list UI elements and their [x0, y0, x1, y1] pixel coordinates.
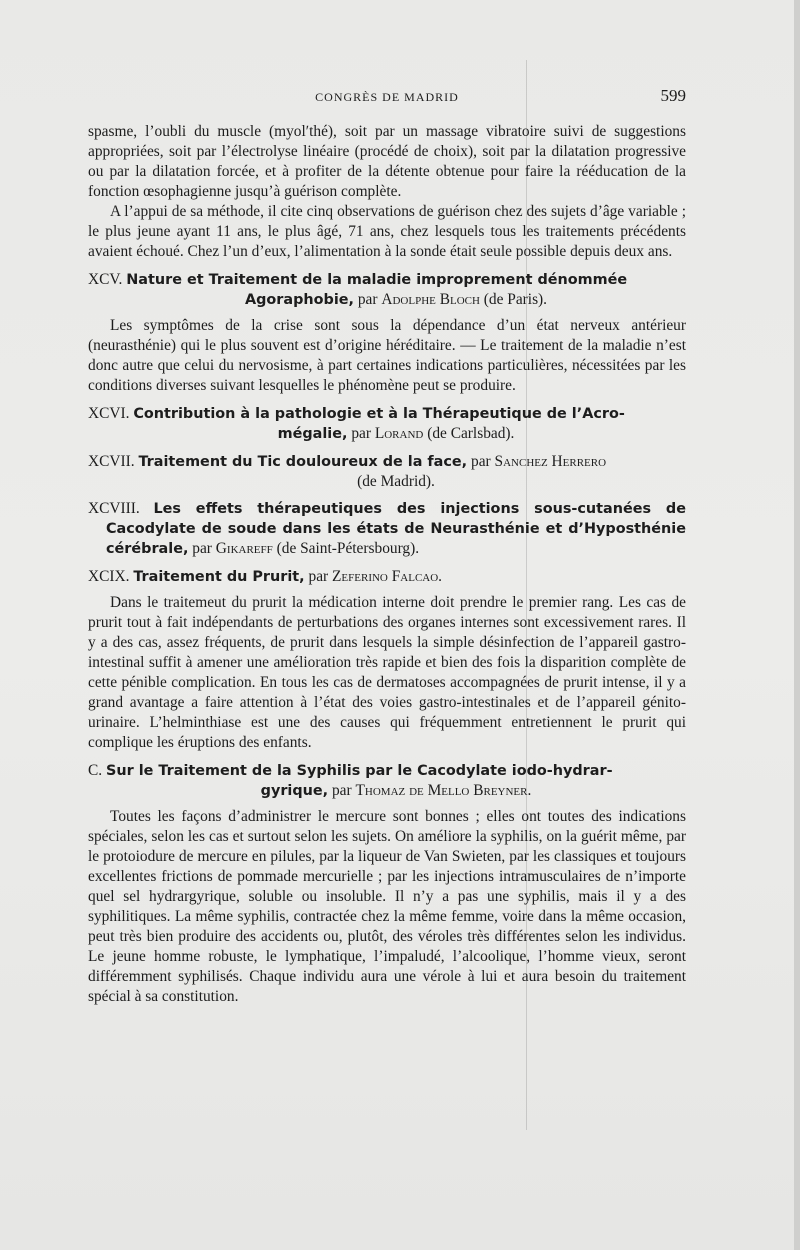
- section-title: Traitement du Tic douloureux de la face,: [138, 454, 468, 470]
- section-title-line-2: [106, 781, 686, 801]
- section-title-line-2: [106, 290, 686, 310]
- by-word: par: [192, 540, 212, 557]
- section-title: Les effets thérapeutiques des injections sous-cutanées de Cacodylate de soude dans les états de Neurasthénie et d’Hyposthénie cérébrale,: [106, 501, 686, 557]
- page-number: 599: [660, 86, 686, 105]
- section-author: Zeferino Falcao.: [332, 568, 443, 585]
- by-word: par: [308, 568, 329, 585]
- section-title: Nature et Traitement de la maladie improprement dénommée: [126, 272, 628, 288]
- paragraph-observations: A l’appui de sa méthode, il cite cinq observations de guérison chez des sujets d’âge variable ; le plus jeune ayant 11 ans, le plus âgé, 71 ans, chez lesquels tous les traitements précédents avaient échoué. Chez l’un d’eux, l’alimentation à la sonde était seule possible depuis deux ans.: [88, 203, 686, 260]
- paragraph-agoraphobie: Les symptômes de la crise sont sous la dépendance d’un état nerveux antérieur (neurasthénie) qui le plus souvent est d’origine héréditaire. — Le traitement de la maladie n’est donc autre que celui du nervosisme, à part certaines indications particulières, nécessitées par les conditions diverses suivant lesquelles le phénomène peut se produire.: [88, 317, 686, 394]
- by-word: par: [351, 425, 371, 442]
- section-c: [88, 761, 686, 801]
- by-word: par: [331, 782, 352, 799]
- section-title: Contribution à la pathologie et à la Thérapeutique de l’Acro-: [133, 406, 625, 422]
- section-author: Sanchez Herrero: [494, 453, 607, 470]
- section-title: Traitement du Prurit,: [133, 569, 305, 585]
- section-number: XCV.: [88, 271, 123, 288]
- section-xcv: [88, 270, 686, 310]
- section-number: XCIX.: [88, 568, 130, 585]
- section-author: Thomaz de Mello Breyner.: [355, 782, 532, 799]
- paragraph-continuation: spasme, l’oubli du muscle (myolʹthé), soit par un massage vibratoire suivi de suggestions appropriées, soit par l’électrolyse linéaire (procédé de choix), soit par la dilatation progressive ou par la dilatation forcée, et à profiter de la détente obtenue pour faire la rééducation de la fonction œsophagienne jusqu’à guérison complète.: [88, 123, 686, 200]
- section-author: Gikareff: [215, 540, 273, 557]
- page-header: [88, 86, 686, 112]
- section-title-line-2: [106, 424, 686, 444]
- section-title-cont: Agoraphobie,: [244, 292, 354, 308]
- section-number: XCVII.: [88, 453, 135, 470]
- section-xcvii: [88, 452, 686, 491]
- section-number: XCVIII.: [88, 500, 140, 517]
- section-title-cont: gyrique,: [260, 783, 329, 799]
- page-body: [88, 122, 686, 1007]
- scan-edge: [794, 0, 800, 1250]
- author-place: (de Madrid).: [357, 473, 435, 490]
- section-author: Adolphe Bloch: [381, 291, 480, 308]
- section-xcviii: [88, 499, 686, 559]
- section-xcix: [88, 567, 686, 587]
- section-title-cont: mégalie,: [277, 426, 348, 442]
- running-head: CONGRÈS DE MADRID: [315, 90, 459, 104]
- author-place: (de Carlsbad).: [427, 425, 515, 442]
- by-word: par: [357, 291, 378, 308]
- section-author: Lorand: [374, 425, 424, 442]
- paragraph-prurit: Dans le traitemeut du prurit la médication interne doit prendre le premier rang. Les cas de prurit tout à fait indépendants de perturbations des organes internes sont excessivement rares. Il y a des cas, assez fréquents, de prurit dans lesquels la simple désinfection de l’appareil gastro-intestinal suffit à amener une amélioration très rapide et bien des fois la disparition complète de cette pénible complication. En tous les cas de dermatoses accompagnées de prurit intense, il y a grand avantage a faire attention à l’état des voies gastro-intestinales et de l’appareil génito-urinaire. L’helminthiase est une des causes qui fréquemment entretiennent le prurit qui complique les éruptions des enfants.: [88, 594, 686, 751]
- section-xcvi: [88, 404, 686, 444]
- author-place: (de Paris).: [483, 291, 548, 308]
- section-number: C.: [88, 762, 103, 779]
- paragraph-syphilis: Toutes les façons d’administrer le mercure sont bonnes ; elles ont toutes des indications spéciales, selon les cas et surtout selon les sujets. On améliore la syphilis, on la guérit même, par le protoiodure de mercure en pilules, par la liqueur de Van Swieten, par les classiques et toujours excellentes frictions de pommade mercurielle ; par les injections intramusculaires de n’importe quel sel hydrargyrique, soluble ou insoluble. Il n’y a pas une syphilis, mais il y a des syphilitiques. La même syphilis, contractée chez la même femme, voire dans la même occasion, peut très bien produire des accidents ou, plutôt, des véroles très différentes selon les individus. Le jeune homme robuste, le lymphatique, l’impaludé, l’alcoolique, l’homme vieux, seront différemment syphilisés. Chaque individu aura une vérole à lui et aura besoin du traitement spécial à sa constitution.: [88, 808, 686, 1005]
- author-place: (de Saint-Pétersbourg).: [276, 540, 420, 557]
- by-word: par: [471, 453, 491, 470]
- section-title: Sur le Traitement de la Syphilis par le Cacodylate iodo-hydrar-: [105, 763, 613, 779]
- section-number: XCVI.: [88, 405, 130, 422]
